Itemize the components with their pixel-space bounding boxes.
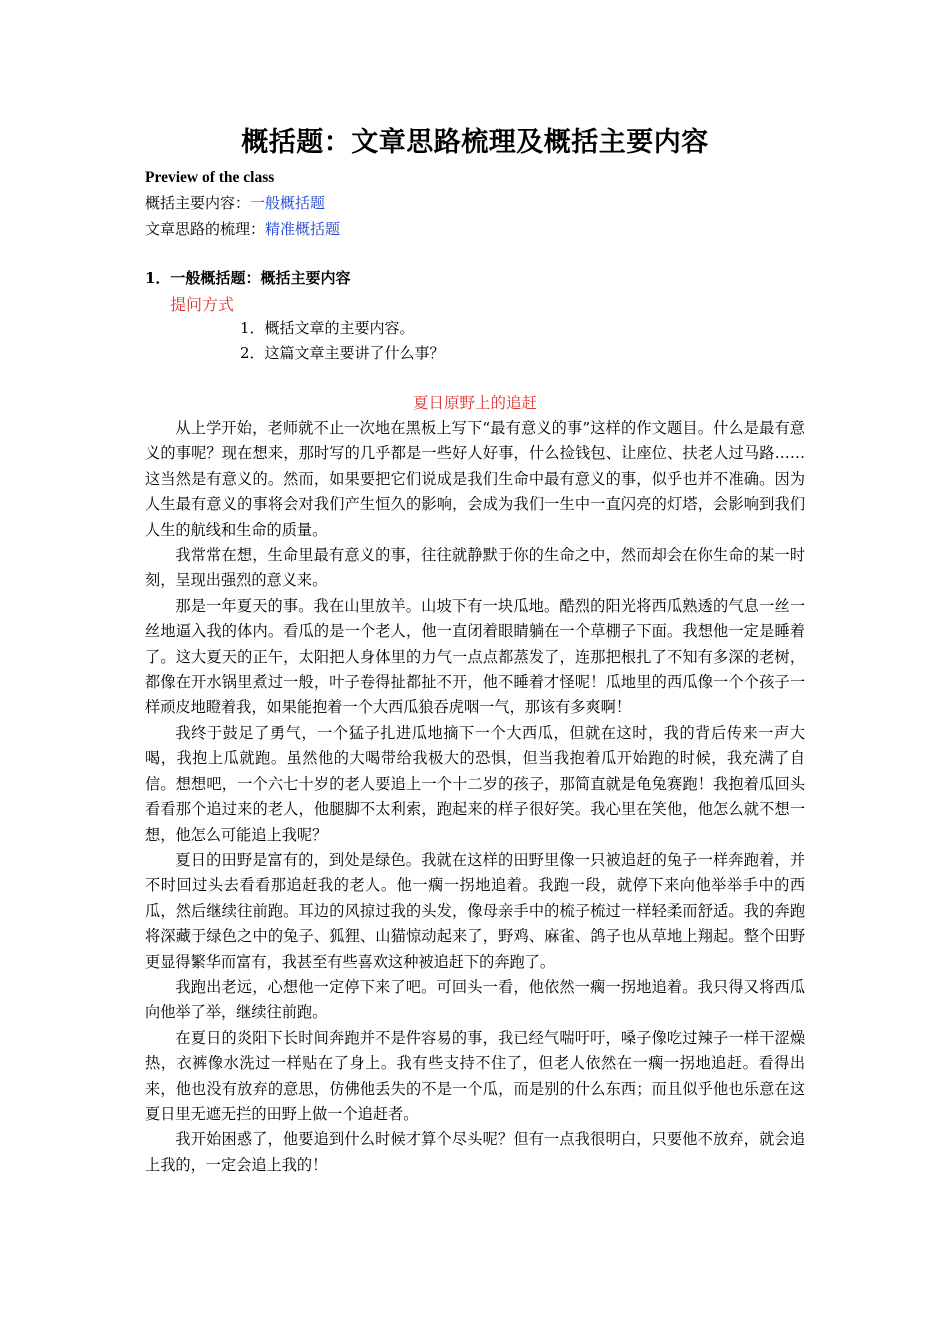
overview-label: 文章思路的梳理： bbox=[145, 220, 266, 238]
question-style-label: 提问方式 bbox=[170, 295, 235, 314]
story-paragraph: 从上学开始，老师就不止一次地在黑板上写下“最有意义的事”这样的作文题目。什么是最有意义的事呢？现在想来，那时写的几乎都是一些好人好事，什么捡钱包、让座位、扶老人过马路……这当然是有意义的。然而，如果要把它们说成是我们生命中最有意义的事，似乎也并不准确。因为人生最有意义的事将会对我们产生恒久的影响，会成为我们一生中一直闪亮的灯塔，会影响到我们人生的航线和生命的质量。 bbox=[145, 419, 805, 539]
story-title: 夏日原野上的追赶 bbox=[412, 394, 537, 412]
overview-link-precise[interactable]: 精准概括题 bbox=[265, 220, 341, 238]
section-heading: 1．一般概括题：概括主要内容 bbox=[145, 269, 351, 287]
overview-row-main-content bbox=[145, 193, 325, 213]
story-paragraph: 我开始困惑了，他要追到什么时候才算个尽头呢？但有一点我很明白，只要他不放弃，就会追上我的，一定会追上我的！ bbox=[145, 1130, 805, 1174]
overview-label: 概括主要内容： bbox=[145, 194, 251, 212]
story-paragraph: 那是一年夏天的事。我在山里放羊。山坡下有一块瓜地。酷烈的阳光将西瓜熟透的气息一丝一丝地逼入我的体内。看瓜的是一个老人，他一直闭着眼睛躺在一个草棚子下面。我想他一定是睡着了。这大夏天的正午，太阳把人身体里的力气一点点都蒸发了，连那把根扎了不知有多深的老树，都像在开水锅里煮过一般，叶子卷得扯都扯不开，他不睡着才怪呢！瓜地里的西瓜像一个个孩子一样顽皮地瞪着我，如果能抱着一个大西瓜狼吞虎咽一气，那该有多爽啊！ bbox=[145, 596, 805, 717]
question-item: 1．概括文章的主要内容。 bbox=[240, 319, 415, 337]
preview-heading: Preview of the class bbox=[145, 169, 275, 186]
overview-link-general[interactable]: 一般概括题 bbox=[250, 194, 326, 212]
story-paragraph: 夏日的田野是富有的，到处是绿色。我就在这样的田野里像一只被追赶的兔子一样奔跑着，并不时回过头去看看那追赶我的老人。他一瘸一拐地追着。我跑一段，就停下来向他举举手中的西瓜，然后继续往前跑。耳边的风掠过我的头发，像母亲手中的梳子梳过一样轻柔而舒适。我的奔跑将深藏于绿色之中的兔子、狐狸、山猫惊动起来了，野鸡、麻雀、鸽子也从草地上翔起。整个田野更显得繁华而富有，我甚至有些喜欢这种被追赶下的奔跑了。 bbox=[145, 850, 805, 971]
story-paragraph: 我跑出老远，心想他一定停下来了吧。可回头一看，他依然一瘸一拐地追着。我只得又将西瓜向他举了举，继续往前跑。 bbox=[145, 977, 805, 1022]
story-body bbox=[145, 416, 805, 1178]
page-title: 概括题：文章思路梳理及概括主要内容 bbox=[241, 127, 709, 158]
question-item: 2．这篇文章主要讲了什么事？ bbox=[240, 344, 445, 362]
story-paragraph: 我终于鼓足了勇气，一个猛子扎进瓜地摘下一个大西瓜，但就在这时，我的背后传来一声大喝，我抱上瓜就跑。虽然他的大喝带给我极大的恐惧，但当我抱着瓜开始跑的时候，我充满了自信。想想吧，一个六七十岁的老人要追上一个十二岁的孩子，那简直就是龟兔赛跑！我抱着瓜回头看看那个追过来的老人，他腿脚不太利索，跑起来的样子很好笑。我心里在笑他，他怎么就不想一想，他怎么可能追上我呢？ bbox=[145, 723, 805, 844]
overview-row-structure bbox=[145, 219, 340, 239]
story-paragraph: 在夏日的炎阳下长时间奔跑并不是件容易的事，我已经气喘吁吁，嗓子像吃过辣子一样干涩燥热，衣裤像水洗过一样贴在了身上。我有些支持不住了，但老人依然在一瘸一拐地追赶。看得出来，他也没有放弃的意思，仿佛他丢失的不是一个瓜，而是别的什么东西；而且似乎他也乐意在这夏日里无遮无拦的田野上做一个追赶者。 bbox=[145, 1028, 805, 1123]
story-paragraph: 我常常在想，生命里最有意义的事，往往就静默于你的生命之中，然而却会在你生命的某一时刻，呈现出强烈的意义来。 bbox=[145, 546, 805, 590]
